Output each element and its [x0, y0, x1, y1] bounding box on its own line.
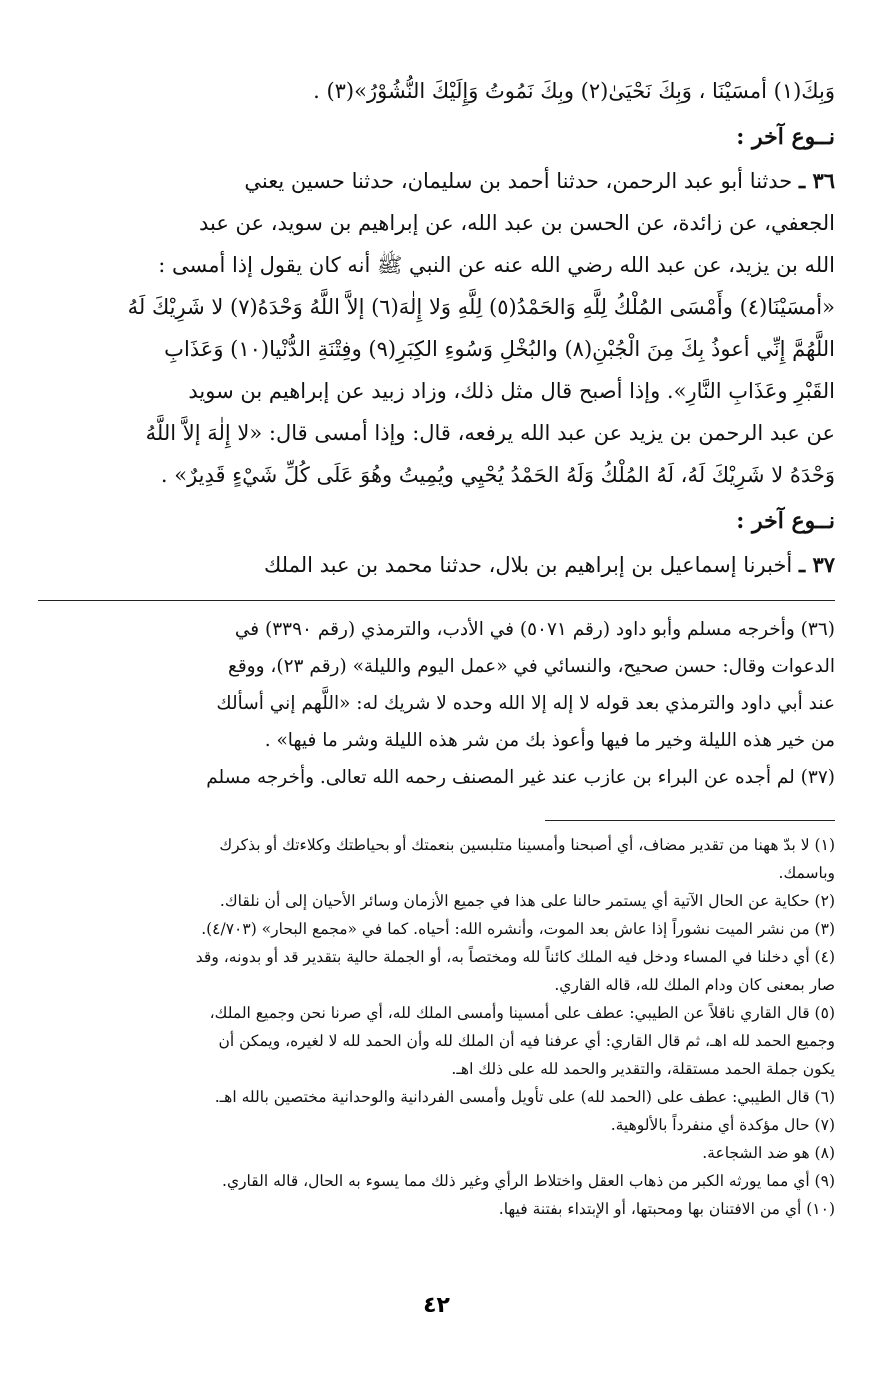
footnote-5-cont-2: يكون جملة الحمد مستقلة، والتقدير والحمد لله على ذلك اهـ.	[451, 1060, 835, 1078]
footnote-1: (١) لا بدّ ههنا من تقدير مضاف، أي أصبحنا وأمسينا متلبسين بنعمتك أو بحياطتك وكلاءتك أو بذكرك	[219, 836, 835, 854]
section-heading-2: نــوع آخر :	[736, 508, 835, 534]
hadith-36-line-8: وَحْدَهُ لا شَرِيْكَ لَهُ، لَهُ المُلْكُ وَلَهُ الحَمْدُ يُحْيِي ويُمِيتُ وهُوَ عَلَى كُلِّ شَيْءٍ قَدِيرٌ» .	[160, 463, 835, 487]
hadith-36-line-3: الله بن يزيد، عن عبد الله رضي الله عنه عن النبي ﷺ أنه كان يقول إذا أمسى :	[158, 253, 835, 277]
note-36-line-4: من خير هذه الليلة وخير ما فيها وأعوذ بك من شر هذه الليلة وشر ما فيها» .	[264, 730, 835, 751]
hadith-36-line-7: عن عبد الرحمن بن يزيد عن عبد الله يرفعه، قال: وإذا أمسى قال: «لا إِلٰهَ إلاَّ اللَّهُ	[145, 421, 835, 445]
note-37-line: (٣٧) لم أجده عن البراء بن عازب عند غير المصنف رحمه الله تعالى. وأخرجه مسلم	[206, 767, 835, 788]
note-36-line-1: (٣٦) وأخرجه مسلم وأبو داود (رقم ٥٠٧١) في الأدب، والترمذي (رقم ٣٣٩٠) في	[234, 619, 835, 640]
takhrij-notes	[38, 611, 835, 796]
footnote-7: (٧) حال مؤكدة أي منفرداً بالألوهية.	[610, 1116, 835, 1134]
footnote-separator	[545, 820, 835, 821]
footnote-5: (٥) قال القاري ناقلاً عن الطيبي: عطف على أمسينا وأمسى الملك لله، أي صرنا نحن وجميع الملك،	[209, 1004, 835, 1022]
hadith-36-line-1: ٣٦ ـ حدثنا أبو عبد الرحمن، حدثنا أحمد بن سليمان، حدثنا حسين يعني	[244, 168, 835, 193]
footnote-10: (١٠) أي من الافتنان بها ومحبتها، أو الإبتداء بفتنة فيها.	[498, 1200, 835, 1218]
hadith-37-number: ٣٧ ـ	[798, 552, 835, 577]
opening-line: وَبِكَ(١) أمسَيْنَا ، وَبِكَ نَحْيَىٰ(٢) وبِكَ نَمُوتُ وَإِلَيْكَ النُّشُوْرُ»(٣) .	[313, 79, 835, 103]
page-number: ٤٢	[423, 1293, 450, 1318]
note-36-line-2: الدعوات وقال: حسن صحيح، والنسائي في «عمل اليوم والليلة» (رقم ٢٣)، ووقع	[227, 656, 835, 677]
footnote-1-cont: وباسمك.	[778, 864, 835, 882]
hadith-36-line-2: الجعفي، عن زائدة، عن الحسن بن عبد الله، عن إبراهيم بن سويد، عن عبد	[198, 211, 835, 235]
footnotes	[38, 831, 835, 1223]
hadith-36	[38, 160, 835, 496]
footnote-4: (٤) أي دخلنا في المساء ودخل فيه الملك كائناً لله ومختصاً به، أو الجملة حالية بتقدير قد أو بدونه، وقد	[195, 948, 835, 966]
hadith-36-line-5: اللَّهُمَّ إِنِّي أعوذُ بِكَ مِنَ الْجُبْنِ(٨) والبُخْلِ وَسُوءِ الكِبَرِ(٩) وفِتْنَةِ الدُّنْيا(١٠) وَعَذَابِ	[164, 337, 835, 361]
hadith-36-line-4: «أمسَيْنَا(٤) وأَمْسَى المُلْكُ لِلَّهِ وَالحَمْدُ(٥) لِلَّهِ وَلا إِلٰهَ(٦) إلاَّ اللَّهُ وَحْدَهُ(٧) لا شَرِيْكَ لَهُ	[127, 295, 835, 319]
footnote-3: (٣) من نشر الميت نشوراً إذا عاش بعد الموت، وأنشره الله: أحياه. كما في «مجمع البحار» (٤/٧٠٣).	[201, 920, 835, 938]
footnote-8: (٨) هو ضد الشجاعة.	[702, 1144, 835, 1162]
footnote-2: (٢) حكاية عن الحال الآتية أي يستمر حالنا على هذا في جميع الأزمان وسائر الأحيان إلى أن نلقاك.	[219, 892, 835, 910]
hadith-36-number: ٣٦ ـ	[798, 168, 835, 193]
hadith-37-line: ٣٧ ـ أخبرنا إسماعيل بن إبراهيم بن بلال، حدثنا محمد بن عبد الملك	[263, 552, 835, 577]
hadith-36-line-6: القَبْرِ وعَذَابِ النَّارِ». وإذا أصبح قال مثل ذلك، وزاد زبيد عن إبراهيم بن سويد	[188, 379, 835, 403]
page-body	[38, 70, 835, 1223]
section-heading-1: نــوع آخر :	[736, 124, 835, 150]
footnote-6: (٦) قال الطيبي: عطف على (الحمد لله) على تأويل وأمسى الفردانية والوحدانية مختصين بالله اهـ.	[214, 1088, 835, 1106]
footnote-5-cont: وجميع الحمد لله اهـ، ثم قال القاري: أي عرفنا فيه أن الملك لله وأن الحمد لله لا لغيره، ويمكن أن	[218, 1032, 835, 1050]
footnote-9: (٩) أي مما يورثه الكبر من ذهاب العقل واختلاط الرأي وغير ذلك مما يسوء به الحال، قاله القاري.	[222, 1172, 835, 1190]
main-separator	[38, 600, 835, 601]
note-36-line-3: عند أبي داود والترمذي بعد قوله لا إله إلا الله وحده لا شريك له: «اللَّهم إني أسألك	[216, 693, 835, 714]
footnote-4-cont: صار بمعنى كان ودام الملك لله، قاله القاري.	[554, 976, 835, 994]
